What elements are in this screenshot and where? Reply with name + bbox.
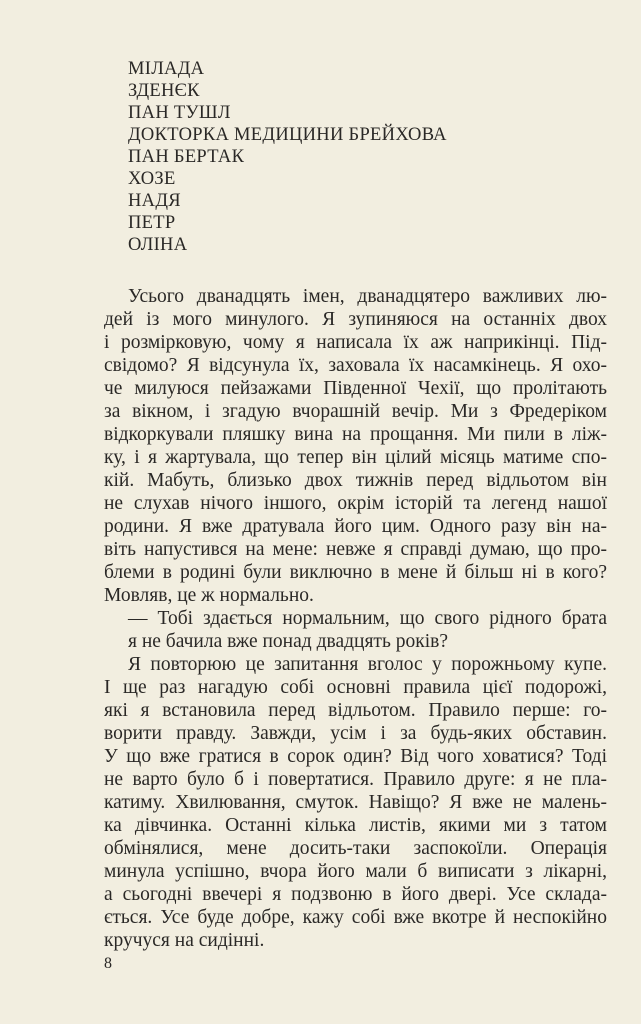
text-line: катиму. Хвилювання, смуток. Навіщо? Я вже не малень- <box>104 792 607 813</box>
text-line: відкоркували пляшку вина на прощання. Ми пили в ліж- <box>104 424 607 445</box>
text-line: — Тобі здається нормальним, що свого рідного брата <box>128 608 607 629</box>
text-line: віть напустився на мене: невже я справді думаю, що про- <box>104 539 607 560</box>
text-line: обмінялися, мене досить-таки заспокоїли. Операція <box>104 838 607 859</box>
text-line: ворити правду. Завжди, усім і за будь-яких обставин. <box>104 723 607 744</box>
text-line: блеми в родині були виключно в мене й більш ні в кого? <box>104 562 607 583</box>
text-line: ку, і я жартувала, що тепер він цілий місяць матиме спо- <box>104 447 607 468</box>
text-line: кій. Мабуть, близько двох тижнів перед відльотом він <box>104 470 607 491</box>
text-line: минула успішно, вчора його мали б виписати з лікарні, <box>104 861 607 882</box>
page-number: 8 <box>104 955 112 972</box>
text-line: че милуюся пейзажами Південної Чехії, що пролітають <box>104 378 607 399</box>
name-list-item: ДОКТОРКА МЕДИЦИНИ БРЕЙХОВА <box>128 125 447 145</box>
name-list-item: ПАН ТУШЛ <box>128 103 231 123</box>
text-line: і розмірковую, чому я написала їх аж наприкінці. Під- <box>104 332 607 353</box>
name-list-item: НАДЯ <box>128 191 181 211</box>
text-line: ється. Усе буде добре, кажу собі вже вкотре й неспокійно <box>104 907 607 928</box>
text-line: Мовляв, це ж нормально. <box>104 585 314 606</box>
text-line: І ще раз нагадую собі основні правила цієї подорожі, <box>104 677 607 698</box>
body-text <box>104 285 607 952</box>
text-line: кручуся на сидінні. <box>104 930 265 951</box>
text-line: не варто було б і повертатися. Правило друге: я не пла- <box>104 769 607 790</box>
name-list <box>128 58 447 256</box>
text-line: які я встановила перед відльотом. Правило перше: го- <box>104 700 607 721</box>
text-line: а сьогодні ввечері я подзвоню в його двері. Усе склада- <box>104 884 607 905</box>
text-line: ка дівчинка. Останні кілька листів, якими ми з татом <box>104 815 607 836</box>
text-line: У що вже гратися в сорок один? Від чого ховатися? Тоді <box>104 746 607 767</box>
name-list-item: ПАН БЕРТАК <box>128 147 245 167</box>
text-line: за вікном, і згадую вчорашній вечір. Ми з Фредеріком <box>104 401 607 422</box>
name-list-item: ХОЗЕ <box>128 169 176 189</box>
name-list-item: МІЛАДА <box>128 59 205 79</box>
name-list-item: ПЕТР <box>128 213 176 233</box>
text-line: Я повторюю це запитання вголос у порожньому купе. <box>128 654 607 675</box>
text-line: родини. Я вже дратувала його цим. Одного разу він на- <box>104 516 607 537</box>
name-list-item: ОЛІНА <box>128 235 188 255</box>
text-line: я не бачила вже понад двадцять років? <box>128 631 448 652</box>
name-list-item: ЗДЕНЄК <box>128 81 200 101</box>
text-line: свідомо? Я відсунула їх, заховала їх насамкінець. Я охо- <box>104 355 607 376</box>
text-line: дей із мого минулого. Я зупиняюся на останніх двох <box>104 309 607 330</box>
text-line: не слухав нічого іншого, окрім історій та легенд нашої <box>104 493 607 514</box>
text-line: Усього дванадцять імен, дванадцятеро важливих лю- <box>128 286 607 307</box>
